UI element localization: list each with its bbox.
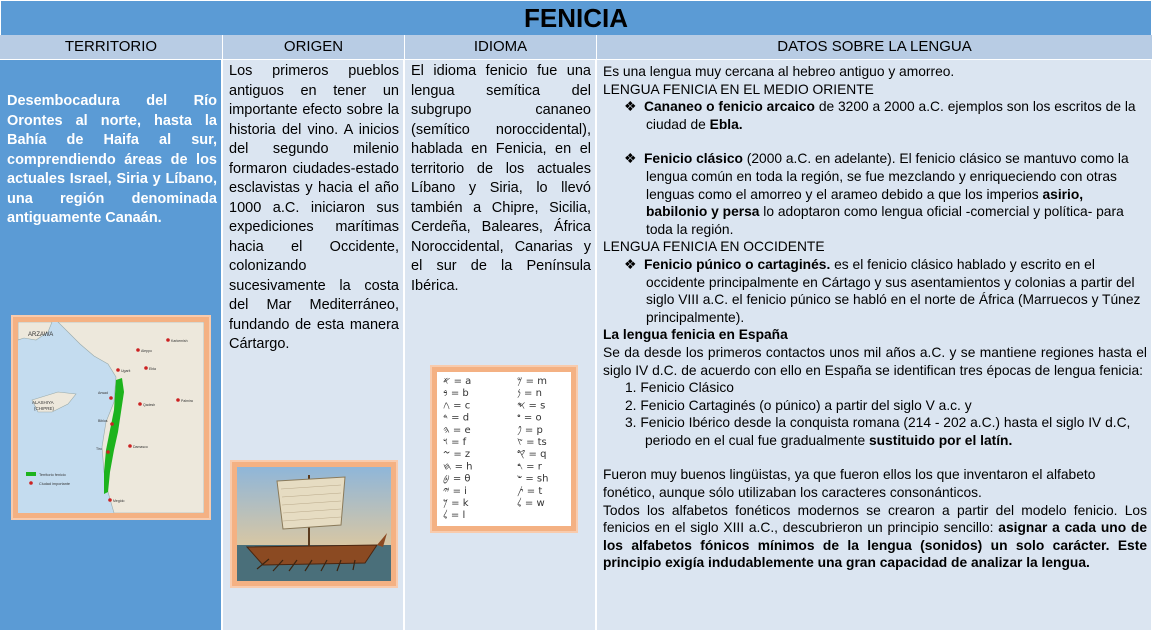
map-city-label: Megido xyxy=(113,499,125,503)
alphabet-glyph: 𐤅 = f xyxy=(443,437,467,448)
list-item-3 xyxy=(603,414,1147,449)
map-city-label: Ebla xyxy=(149,367,157,371)
alphabet-glyph: 𐤄 = e xyxy=(443,424,471,436)
table-title: FENICIA xyxy=(0,0,1152,36)
map-city-dot xyxy=(176,398,180,402)
ship-hull xyxy=(247,545,377,565)
datos-intro: Es una lengua muy cercana al hebreo antiguo y amorreo. xyxy=(603,64,955,79)
idioma-cell xyxy=(405,60,596,630)
map-city-label: Tiro xyxy=(96,447,102,451)
heading-occidente: LENGUA FENICIA EN OCCIDENTE xyxy=(603,239,825,255)
map-city-label: Aleppo xyxy=(141,349,152,353)
header-origen: ORIGEN xyxy=(223,35,405,59)
alphabet-glyph: 𐤋 = w xyxy=(517,498,545,509)
map-city-dot xyxy=(109,396,113,400)
alfabeto-paragraph-1: Fueron muy buenos lingüistas, ya que fueron ellos los que inventaron el alfabeto fonético, aunque sólo utilizaban los caracteres consonánticos. xyxy=(603,467,1096,501)
espana-paragraph: Se da desde los primeros contactos unos mil años a.C. y se mantiene regiones hasta el siglo IV d.C. de acuerdo con ello en España se identifican tres épocas de lengua fenicia: xyxy=(603,344,1147,378)
header-territorio: TERRITORIO xyxy=(0,35,223,59)
map-sea-label: ARZAWA xyxy=(28,332,54,338)
alphabet-glyph: 𐤈 = θ xyxy=(443,473,471,485)
alfabeto-paragraph-2-text: Todos los alfabetos fonéticos modernos se crearon a partir del modelo fenicio. Los fenicios en el siglo XIII a.C., descubrieron un principio sencillo: xyxy=(603,502,1147,536)
phoenicia-map-frame xyxy=(11,315,211,520)
bullet-cananeo-title: Cananeo o fenicio arcaico xyxy=(644,99,815,115)
map-city-label: Damasco xyxy=(133,445,148,449)
map-city-label: Qadesh xyxy=(143,403,156,407)
phoenician-alphabet-chart xyxy=(437,372,571,526)
map-city-dot xyxy=(106,450,110,454)
phoenicia-map xyxy=(18,322,204,513)
list-item-2: 2. Fenicio Cartaginés (o púnico) a partir del siglo V a.c. y xyxy=(625,397,972,413)
datos-cell xyxy=(597,60,1152,630)
alphabet-glyph: 𐤋 = l xyxy=(443,510,466,522)
header-datos: DATOS SOBRE LA LENGUA xyxy=(597,35,1152,59)
map-legend-swatch-city xyxy=(29,481,33,485)
alphabet-glyph: 𐤊 = k xyxy=(443,498,469,509)
map-city-dot xyxy=(166,338,170,342)
alphabet-glyph: 𐤌 = m xyxy=(517,376,547,387)
bullet-cananeo xyxy=(603,98,1147,133)
map-island-label-1: ALASHIYA xyxy=(32,400,54,405)
alphabet-glyph: 𐤉 = i xyxy=(443,485,467,497)
map-legend-territory: Territorio fenicio xyxy=(39,473,66,477)
bullet-clasico-empires: asirio, babilonio y persa xyxy=(646,186,1084,220)
map-city-dot xyxy=(136,348,140,352)
map-city-dot xyxy=(116,368,120,372)
map-city-label: Arwad xyxy=(98,391,108,395)
map-island-label-2: (CHIPRE) xyxy=(34,406,54,411)
alfabeto-paragraph-2-bold: asignar a cada uno de los alfabetos fónicos mínimos de la lengua (sonidos) un solo carácter. Este principio exigía indudablemente una gran capacidad de analizar la lengua. xyxy=(603,520,1148,571)
alphabet-glyph: 𐤂 = c xyxy=(443,400,471,412)
alfabeto-paragraph-2 xyxy=(603,502,1147,572)
bullet-punico xyxy=(603,256,1147,326)
bullet-punico-text: es el fenicio clásico hablado y escrito en el occidente principalmente en Cártago y sus asentamientos y colonias a partir del siglo VIII a.C. el fenicio púnico se habló en el norte de África (Marruecos y Túnez principalmente). xyxy=(646,256,1141,325)
alphabet-glyph: 𐤕 = t xyxy=(517,485,543,497)
territorio-cell xyxy=(0,60,222,630)
map-city-dot xyxy=(144,366,148,370)
map-legend-city: Ciudad importante xyxy=(39,482,71,486)
alphabet-glyph: 𐤐 = p xyxy=(517,424,543,436)
alphabet-glyph: 𐤍 = n xyxy=(517,388,542,400)
origen-text: Los primeros pueblos antiguos en tener un importante efecto sobre la historia del vino. A inicios del segundo milenio formaron ciudades-estado esclavistas y hacia el año 1000 a.C. iniciaron sus expediciones marítimas hacia el Occidente, colonizando sucesivamente la costa del Mar Mediterráneo, fundando de esta manera Cártargo. xyxy=(229,63,399,352)
phoenician-ship-image xyxy=(237,467,391,581)
bullet-cananeo-city: Ebla. xyxy=(709,116,743,132)
map-city-dot xyxy=(128,444,132,448)
map-city-dot xyxy=(138,402,142,406)
alphabet-glyph: 𐤇 = h xyxy=(443,461,473,473)
bullet-cananeo-text: de 3200 a 2000 a.C. ejemplos son los escritos de la ciudad de xyxy=(646,99,1136,132)
territorio-text: Desembocadura del Río Orontes al norte, hasta la Bahía de Haifa al sur, comprendiendo áreas de los actuales Israel, Siria y Líbano, una región denominada antiguamente Canaán. xyxy=(7,93,217,226)
map-city-label: Biblos xyxy=(98,419,108,423)
bullet-clasico-title: Fenicio clásico xyxy=(644,151,743,167)
map-city-label: Karkemish xyxy=(171,339,188,343)
diamond-bullet-icon: ❖ xyxy=(624,99,637,115)
ship-image-frame xyxy=(230,460,398,588)
list-item-3-text: 3. Fenicio Ibérico desde la conquista romana (214 - 202 a.C.) hasta el siglo IV d.C, periodo en el cual fue gradualmente xyxy=(625,415,1131,448)
map-city-dot xyxy=(108,498,112,502)
alphabet-glyph: 𐤀 = a xyxy=(443,376,472,387)
map-city-dot xyxy=(110,422,114,426)
list-item-3-bold: sustituido por el latín. xyxy=(868,432,1013,448)
alphabet-glyph: 𐤆 = z xyxy=(443,449,471,461)
alphabet-glyph: 𐤓 = r xyxy=(517,461,542,473)
heading-espana: La lengua fenicia en España xyxy=(603,327,788,343)
alphabet-glyph: 𐤎 = s xyxy=(517,400,546,412)
bullet-clasico-text-end: lo adoptaron como lengua oficial -comercial y política- para toda la región. xyxy=(646,204,1124,237)
bullet-clasico-text: (2000 a.C. en adelante). El fenicio clásico se mantuvo como la lengua común en toda la región, se fue mezclando y enriqueciendo con otras lenguas como el amorreo y el arameo debido a que los imperios xyxy=(646,151,1129,202)
header-idioma: IDIOMA xyxy=(405,35,597,59)
map-legend-swatch-territory xyxy=(26,472,36,476)
alphabet-glyph: 𐤃 = d xyxy=(443,412,470,424)
bullet-punico-title: Fenicio púnico o cartaginés. xyxy=(644,256,831,272)
diamond-bullet-icon: ❖ xyxy=(624,256,637,272)
heading-medio-oriente: LENGUA FENICIA EN EL MEDIO ORIENTE xyxy=(603,81,874,97)
alphabet-glyph: 𐤒 = q xyxy=(517,449,547,461)
map-city-label: Palmira xyxy=(181,399,193,403)
datos-text xyxy=(603,63,1147,572)
alphabet-glyph: 𐤏 = o xyxy=(517,412,542,424)
alphabet-image-frame xyxy=(430,365,578,533)
list-item-1: 1. Fenicio Clásico xyxy=(625,380,734,396)
alphabet-glyph: 𐤁 = b xyxy=(443,388,469,400)
alphabet-glyph: 𐤑 = ts xyxy=(517,437,547,448)
diamond-bullet-icon: ❖ xyxy=(624,151,637,167)
idioma-text: El idioma fenicio fue una lengua semítica del subgrupo cananeo (semítico noroccidental), hablada en Fenicia, en el territorio de los actuales Líbano y Siria, lo llevó también a Chipre, Sicilia, Cerdeña, Baleares, África Noroccidental, Canarias y el sur de la Península Ibérica. xyxy=(411,63,591,294)
bullet-clasico xyxy=(603,150,1147,238)
origen-cell xyxy=(223,60,404,630)
map-city-label: Ugarit xyxy=(121,369,131,373)
alphabet-glyph: 𐤔 = sh xyxy=(517,473,549,485)
